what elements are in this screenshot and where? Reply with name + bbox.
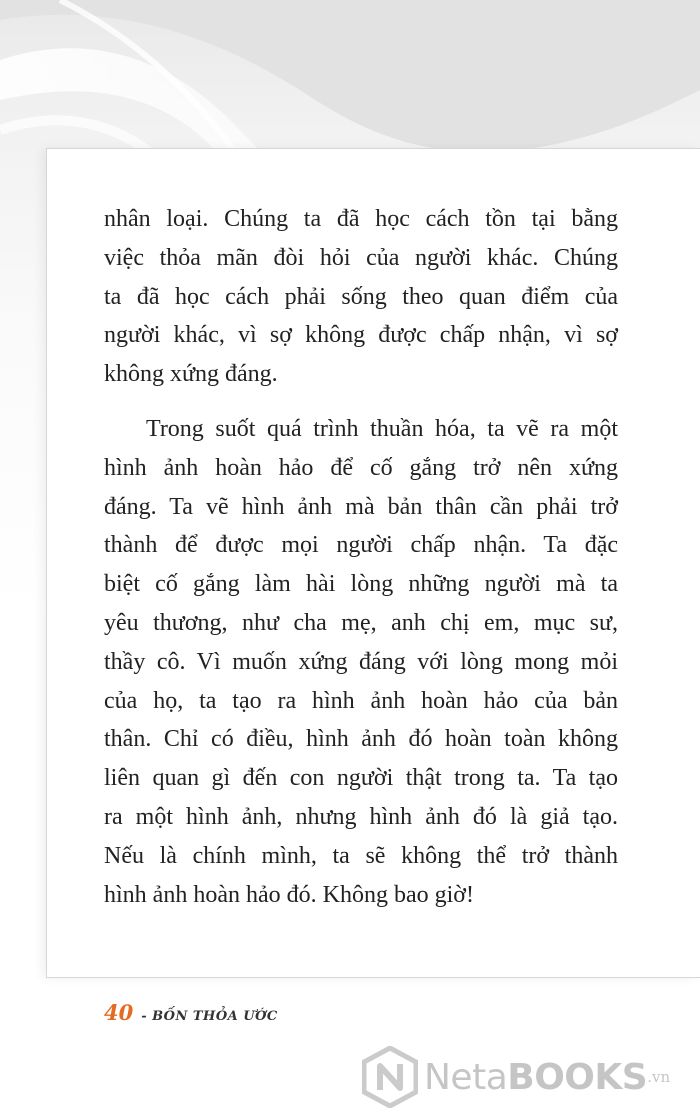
body-text: [104, 200, 618, 914]
text-line: biệt cố gắng làm hài lòng những người mà ta: [104, 571, 618, 598]
text-line: hình ảnh hoàn hảo để cố gắng trở nên xứng: [104, 454, 618, 481]
netabooks-logo-icon: [362, 1046, 418, 1108]
text-line: Nếu là chính mình, ta sẽ không thể trở thành: [104, 842, 618, 869]
page-footer: [104, 1000, 278, 1028]
text-line: Trong suốt quá trình thuần hóa, ta vẽ ra một: [146, 415, 618, 442]
paragraph-1: [104, 200, 618, 394]
text-line: yêu thương, như cha mẹ, anh chị em, mục sư,: [104, 609, 618, 636]
text-line: thành để được mọi người chấp nhận. Ta đặc: [104, 532, 618, 559]
text-line: thầy cô. Vì muốn xứng đáng với lòng mong mỏi: [104, 648, 618, 675]
paragraph-2: [104, 410, 618, 914]
watermark-tld: .vn: [647, 1068, 671, 1086]
text-line: hình ảnh hoàn hảo đó. Không bao giờ!: [104, 881, 474, 908]
watermark-brand-bold: BOOKS: [507, 1056, 648, 1098]
text-line: người khác, vì sợ không được chấp nhận, vì sợ: [104, 322, 618, 349]
watermark: [362, 1042, 670, 1112]
page-number: 40: [104, 1000, 134, 1025]
text-line: ra một hình ảnh, nhưng hình ảnh đó là giả tạo.: [104, 803, 618, 830]
text-line: không xứng đáng.: [104, 361, 278, 388]
text-line: việc thỏa mãn đòi hỏi của người khác. Chúng: [104, 244, 618, 271]
text-line: của họ, ta tạo ra hình ảnh hoàn hảo của bản: [104, 687, 618, 714]
running-title: - BỐN THỎA ƯỚC: [141, 1009, 278, 1024]
watermark-brand-light: Neta: [424, 1056, 508, 1098]
text-line: ta đã học cách phải sống theo quan điểm của: [104, 283, 618, 310]
text-line: đáng. Ta vẽ hình ảnh mà bản thân cần phải trở: [104, 493, 618, 520]
text-line: nhân loại. Chúng ta đã học cách tồn tại bằng: [104, 206, 618, 232]
watermark-text: [424, 1057, 647, 1098]
text-line: liên quan gì đến con người thật trong ta. Ta tạo: [104, 765, 618, 792]
text-line: thân. Chỉ có điều, hình ảnh đó hoàn toàn không: [104, 726, 618, 753]
